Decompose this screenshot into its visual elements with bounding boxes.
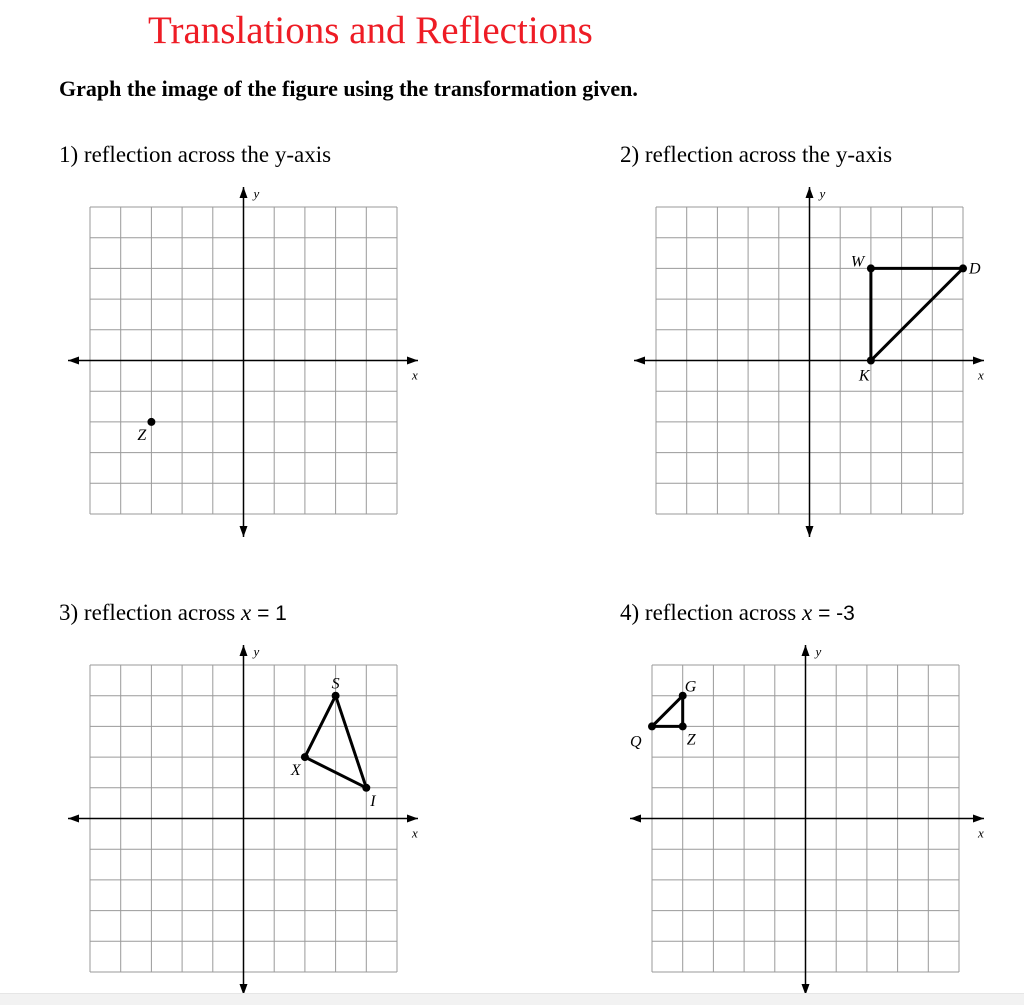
point-label-s: S <box>331 675 340 693</box>
problem-4-label-eq: = -3 <box>812 602 855 625</box>
point-label-k: K <box>858 367 870 385</box>
y-axis-label: y <box>253 644 260 659</box>
point-label-q: Q <box>630 733 642 751</box>
point-label-z: Z <box>686 731 696 749</box>
y-axis-label: y <box>815 644 822 659</box>
problem-3-label-prefix: 3) reflection across <box>59 600 242 625</box>
problem-3-label-var: x <box>241 600 252 625</box>
point-label-z: Z <box>137 426 147 444</box>
instructions: Graph the image of the figure using the transformation given. <box>59 76 638 101</box>
y-axis-arrow-up <box>802 645 810 656</box>
x-axis-label: x <box>978 825 984 841</box>
point-label-x: X <box>290 762 301 780</box>
problem-3-label-eq: = 1 <box>251 602 287 625</box>
bottom-bar <box>0 993 1024 1005</box>
point-label-i: I <box>370 792 376 810</box>
point-q <box>648 722 656 730</box>
x-axis-arrow-left <box>630 815 641 823</box>
x-axis-label: x <box>978 367 984 383</box>
x-axis-label: x <box>412 367 418 383</box>
x-axis-arrow-right <box>973 815 984 823</box>
point-z <box>679 722 687 730</box>
problem-4-label-var: x <box>802 600 813 625</box>
problem-4-label-prefix: 4) reflection across <box>620 600 803 625</box>
y-axis-label: y <box>253 186 260 201</box>
point-label-d: D <box>969 260 981 278</box>
point-label-w: W <box>850 253 865 271</box>
x-axis-label: x <box>412 825 418 841</box>
problem-1-label: 1) reflection across the y-axis <box>59 142 332 167</box>
worksheet-title: Translations and Reflections <box>148 9 593 52</box>
problem-2-label: 2) reflection across the y-axis <box>620 142 893 167</box>
point-label-g: G <box>684 678 697 696</box>
y-axis-label: y <box>819 186 826 201</box>
figure <box>652 696 683 727</box>
